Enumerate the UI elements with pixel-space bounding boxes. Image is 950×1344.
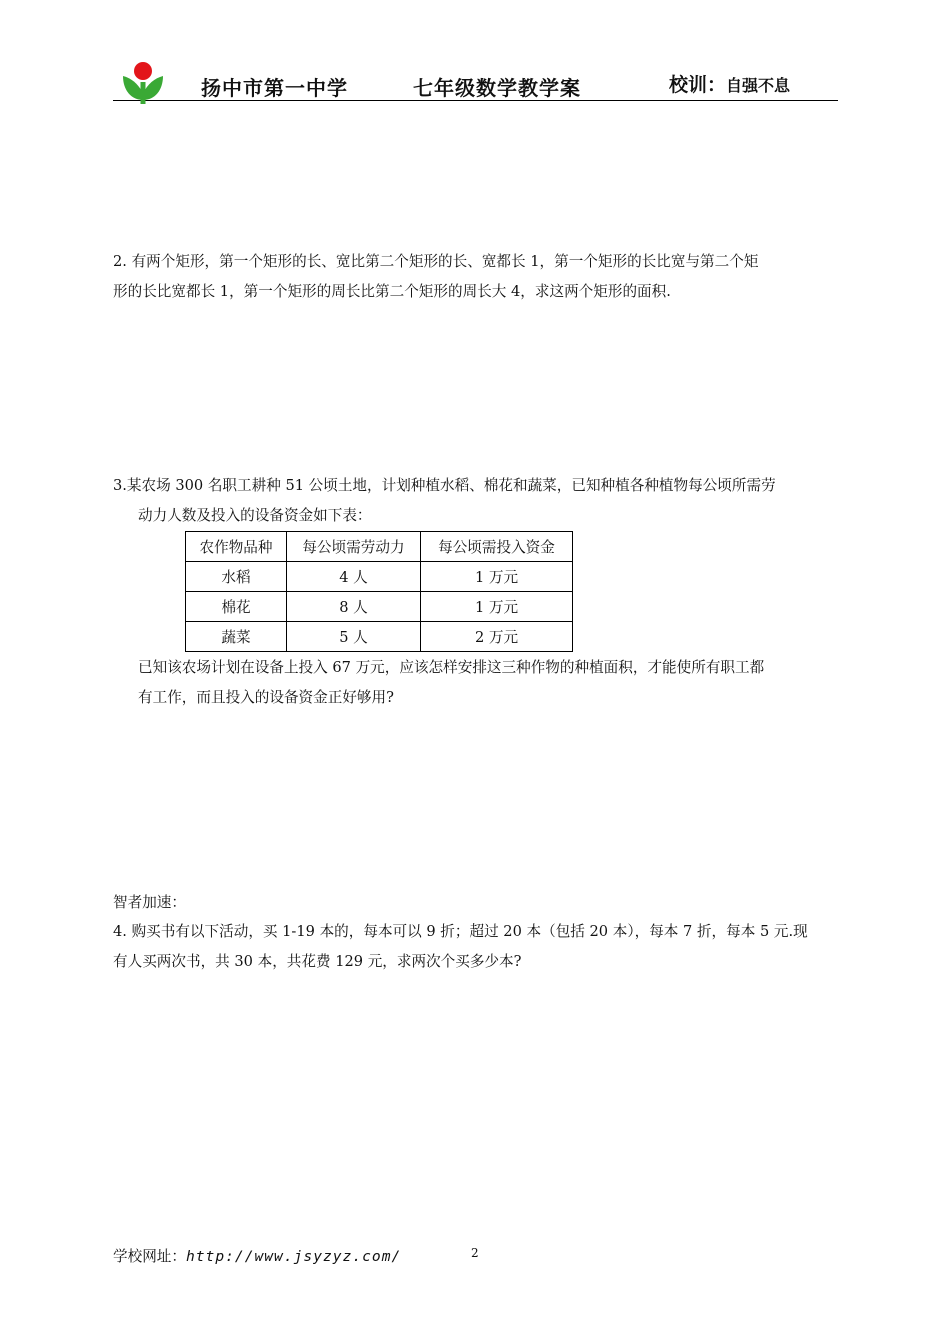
problem-2-line-1: 2. 有两个矩形，第一个矩形的长、宽比第二个矩形的长、宽都长 1，第一个矩形的长比宽与第二个矩 xyxy=(113,253,759,270)
table-cell: 水稻 xyxy=(186,562,287,592)
page-header xyxy=(113,56,838,101)
problem-3-condition-line-1: 已知该农场计划在设备上投入 67 万元，应该怎样安排这三种作物的种植面积，才能使所有职工都 xyxy=(138,659,765,676)
table-row xyxy=(186,562,573,592)
problem-3-condition xyxy=(138,653,838,713)
table-header-cell: 农作物品种 xyxy=(186,532,287,562)
table-cell: 4 人 xyxy=(287,562,421,592)
problem-4-line-1: 4. 购买书有以下活动，买 1-19 本的，每本可以 9 折；超过 20 本（包括 20 本），每本 7 折，每本 5 元.现 xyxy=(113,923,808,940)
table-header-row xyxy=(186,532,573,562)
table-cell: 1 万元 xyxy=(421,562,573,592)
table-row xyxy=(186,592,573,622)
school-name: 扬中市第一中学 xyxy=(201,76,348,100)
table-cell: 2 万元 xyxy=(421,622,573,652)
table-cell: 蔬菜 xyxy=(186,622,287,652)
table-cell: 1 万元 xyxy=(421,592,573,622)
problem-2 xyxy=(113,247,839,307)
crop-table xyxy=(185,531,573,652)
table-row xyxy=(186,622,573,652)
table-cell: 8 人 xyxy=(287,592,421,622)
table-cell: 棉花 xyxy=(186,592,287,622)
school-website-link[interactable]: http://www.jsyzyz.com/ xyxy=(185,1248,402,1265)
lesson-plan-title: 七年级数学教学案 xyxy=(413,76,581,100)
motto-text: 自强不息 xyxy=(726,76,791,95)
problem-2-line-2: 形的长比宽都长 1，第一个矩形的周长比第二个矩形的周长大 4，求这两个矩形的面积. xyxy=(113,283,671,300)
school-logo-icon xyxy=(121,60,165,104)
problem-3-line-2: 动力人数及投入的设备资金如下表： xyxy=(138,507,372,524)
table-header-cell: 每公顷需劳动力 xyxy=(287,532,421,562)
table-cell: 5 人 xyxy=(287,622,421,652)
problem-3-line-1: 3.某农场 300 名职工耕种 51 公顷土地，计划种植水稻、棉花和蔬菜，已知种植各种植物每公顷所需劳 xyxy=(113,477,776,494)
motto-label: 校训： xyxy=(669,74,727,96)
problem-4 xyxy=(113,917,839,977)
section-label: 智者加速： xyxy=(113,894,186,911)
school-motto xyxy=(669,70,790,97)
page-number: 2 xyxy=(471,1246,479,1260)
page-footer xyxy=(113,1245,401,1266)
problem-3-condition-line-2: 有工作，而且投入的设备资金正好够用? xyxy=(138,689,394,706)
footer-label: 学校网址： xyxy=(113,1248,186,1265)
table-header-cell: 每公顷需投入资金 xyxy=(421,532,573,562)
problem-4-line-2: 有人买两次书，共 30 本，共花费 129 元，求两次个买多少本? xyxy=(113,953,522,970)
